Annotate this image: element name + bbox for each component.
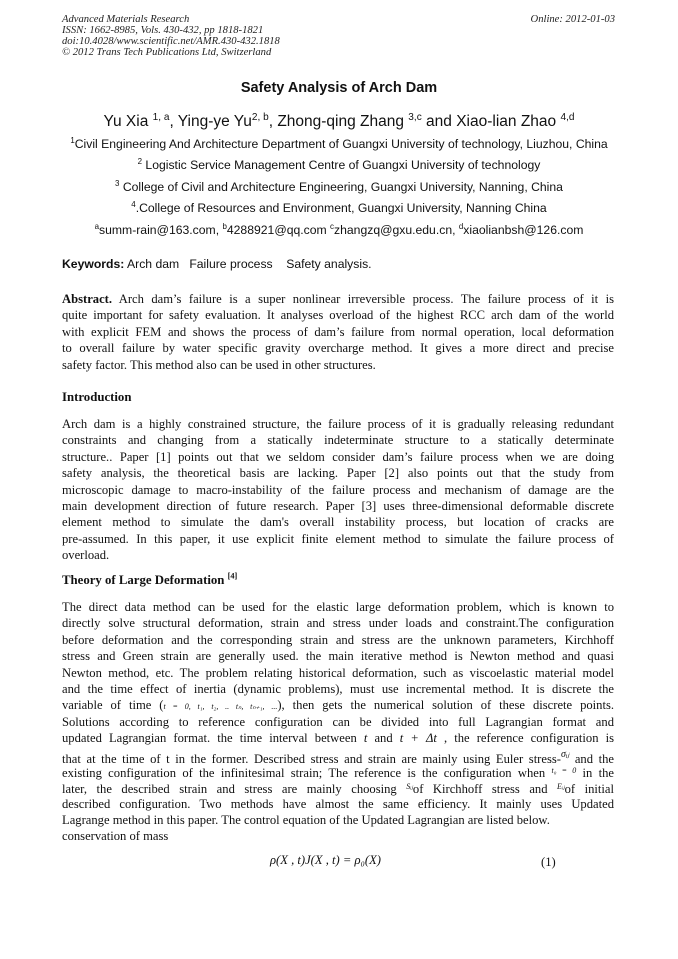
keywords (62, 257, 372, 271)
keywords-text: Arch dam Failure process Safety analysis. (124, 257, 372, 271)
abstract: Abstract. Arch dam’s failure is a super nonlinear irreversible process. The failure process of it is quite important for safety evaluation. It analyses overload of the highest RCC arch dam of the world with explicit FEM and shows the process of dam’s failure from normal operation, local deformation to overall failure by water specific gravity overcharge method. It gives a more direct and precise safety factor. This method also can be used in other structures. (62, 292, 614, 372)
euler-stress-symbol: σᵢⱼ (560, 748, 570, 760)
email-link[interactable]: $^c$zhangzq@gxu.edu.cn, (330, 221, 459, 237)
journal-header (62, 14, 280, 58)
green-strain-symbol: Eᵢⱼ (557, 782, 565, 792)
journal-name: Advanced Materials Research (62, 14, 190, 25)
issn-line: ISSN: 1662-8985, Vols. 430-432, pp 1818-1821 (62, 25, 264, 36)
kirchhoff-stress-symbol: Sᵢⱼ (406, 782, 413, 792)
doi-line: doi:10.4028/www.scientific.net/AMR.430-432.1818 (62, 36, 280, 47)
affiliation-2: $^2$ Logistic Service Management Centre of Guangxi University of technology (137, 156, 541, 172)
theory-body: The direct data method can be used for the elastic large deformation problem, which is known to directly solve structural deformation, strain and stress under loads and constraint.The configuration before deformation and the corresponding strain and stress are the unknown parameters, Kirchhoff stress and Green strain are generally used. the main iterative method is Newton method and quasi Newton method, etc. The problem relating historical deformation, such as viscoelastic material model and the time effect of inertia (dynamic problems), must use incremental method. It is discrete the variable of time (t = 0, t₁, t₂, .. tₙ, tₙ₊₁, ...), then gets the numerical solution of these discrete points. Solutions according to reference configuration can be divided into full Lagrangian format and updated Lagrangian format. the time interval between t and t + Δt , the reference configuration is that at the time of t in the former. Described stress and strain are mainly using Euler stress-$^{\sigma ᵢⱼ}$ and the existing configuration of the infinitesimal strain; The reference is the configuration when $^{t_0 = 0}$ in the later, the described strain and stress are mainly choosing $^{Sᵢⱼ}$of Kirchhoff stress and $^{Eᵢⱼ}$of initial described configuration. Two methods have almost the same efficiency. It mainly uses Updated Lagrange method in this paper. The control equation of the Updated Lagrangian are listed below. conservation of mass (62, 600, 615, 844)
email-link[interactable]: $^b$4288921@qq.com (222, 221, 331, 237)
email-link[interactable]: $^d$xiaolianbsh@126.com (458, 221, 584, 237)
paper-title: Safety Analysis of Arch Dam (240, 80, 438, 96)
section-heading-theory: Theory of Large Deformation [4] (62, 571, 238, 587)
abstract-label: Abstract. (62, 292, 113, 306)
copyright-line: © 2012 Trans Tech Publications Ltd, Switzerland (62, 47, 272, 58)
affiliation-3: $^3$ College of Civil and Architecture Engineering, Guangxi University, Nanning, China (115, 178, 563, 194)
affiliation-4: $^4$.College of Resources and Environment, Guangxi University, Nanning China (131, 199, 547, 215)
time-increment-formula: t + Δt (399, 731, 437, 746)
author-emails (0, 223, 678, 237)
author: Zhong-qing Zhang $^{3,c}$ and (277, 111, 457, 130)
mass-conservation-equation: ρ(X , t)J(X , t) = ρ₀(X) (270, 853, 381, 867)
author: Ying-ye Yu$^{2, b}$, (177, 111, 278, 130)
section-heading-introduction: Introduction (62, 390, 132, 404)
email-link[interactable]: $^a$summ-rain@163.com, (94, 221, 223, 237)
online-date: Online: 2012-01-03 (530, 14, 615, 25)
author: Yu Xia $^{1, a}$, (103, 111, 178, 130)
keywords-label: Keywords: (62, 257, 125, 271)
author-list (0, 113, 678, 131)
time-sequence-formula: t = 0, t₁, t₂, .. tₙ, tₙ₊₁, ... (163, 702, 278, 712)
citation-ref: [4] (227, 571, 238, 581)
author: Xiao-lian Zhao $^{4,d}$ (456, 111, 575, 130)
equation-number: (1) (541, 855, 556, 869)
affiliation-1: $^1$Civil Engineering And Architecture Department of Guangxi University of technology, Liuzhou, China (70, 135, 608, 151)
introduction-body: Arch dam is a highly constrained structure, the failure process of it is gradually releasing redundant constraints and changing from a statically indeterminate structure to a statically determinate structure.. Paper [1] points out that we seldom consider dam’s failure process when we are doing safety analysis, the theoretical basis are lacking. Paper [2] also points out that the study from microscopic damage to macro-instability of the failure process and mechanism of damage are the main development direction of future research. Paper [3] uses three-dimensional deformable discrete element method to simulate the dam's overall instability process, but location of cracks are pre-assumed. In this paper, it use explicit finite element method to simulate the failure process of overload. (62, 417, 614, 563)
initial-time-formula: t₀ = 0 (551, 765, 577, 775)
